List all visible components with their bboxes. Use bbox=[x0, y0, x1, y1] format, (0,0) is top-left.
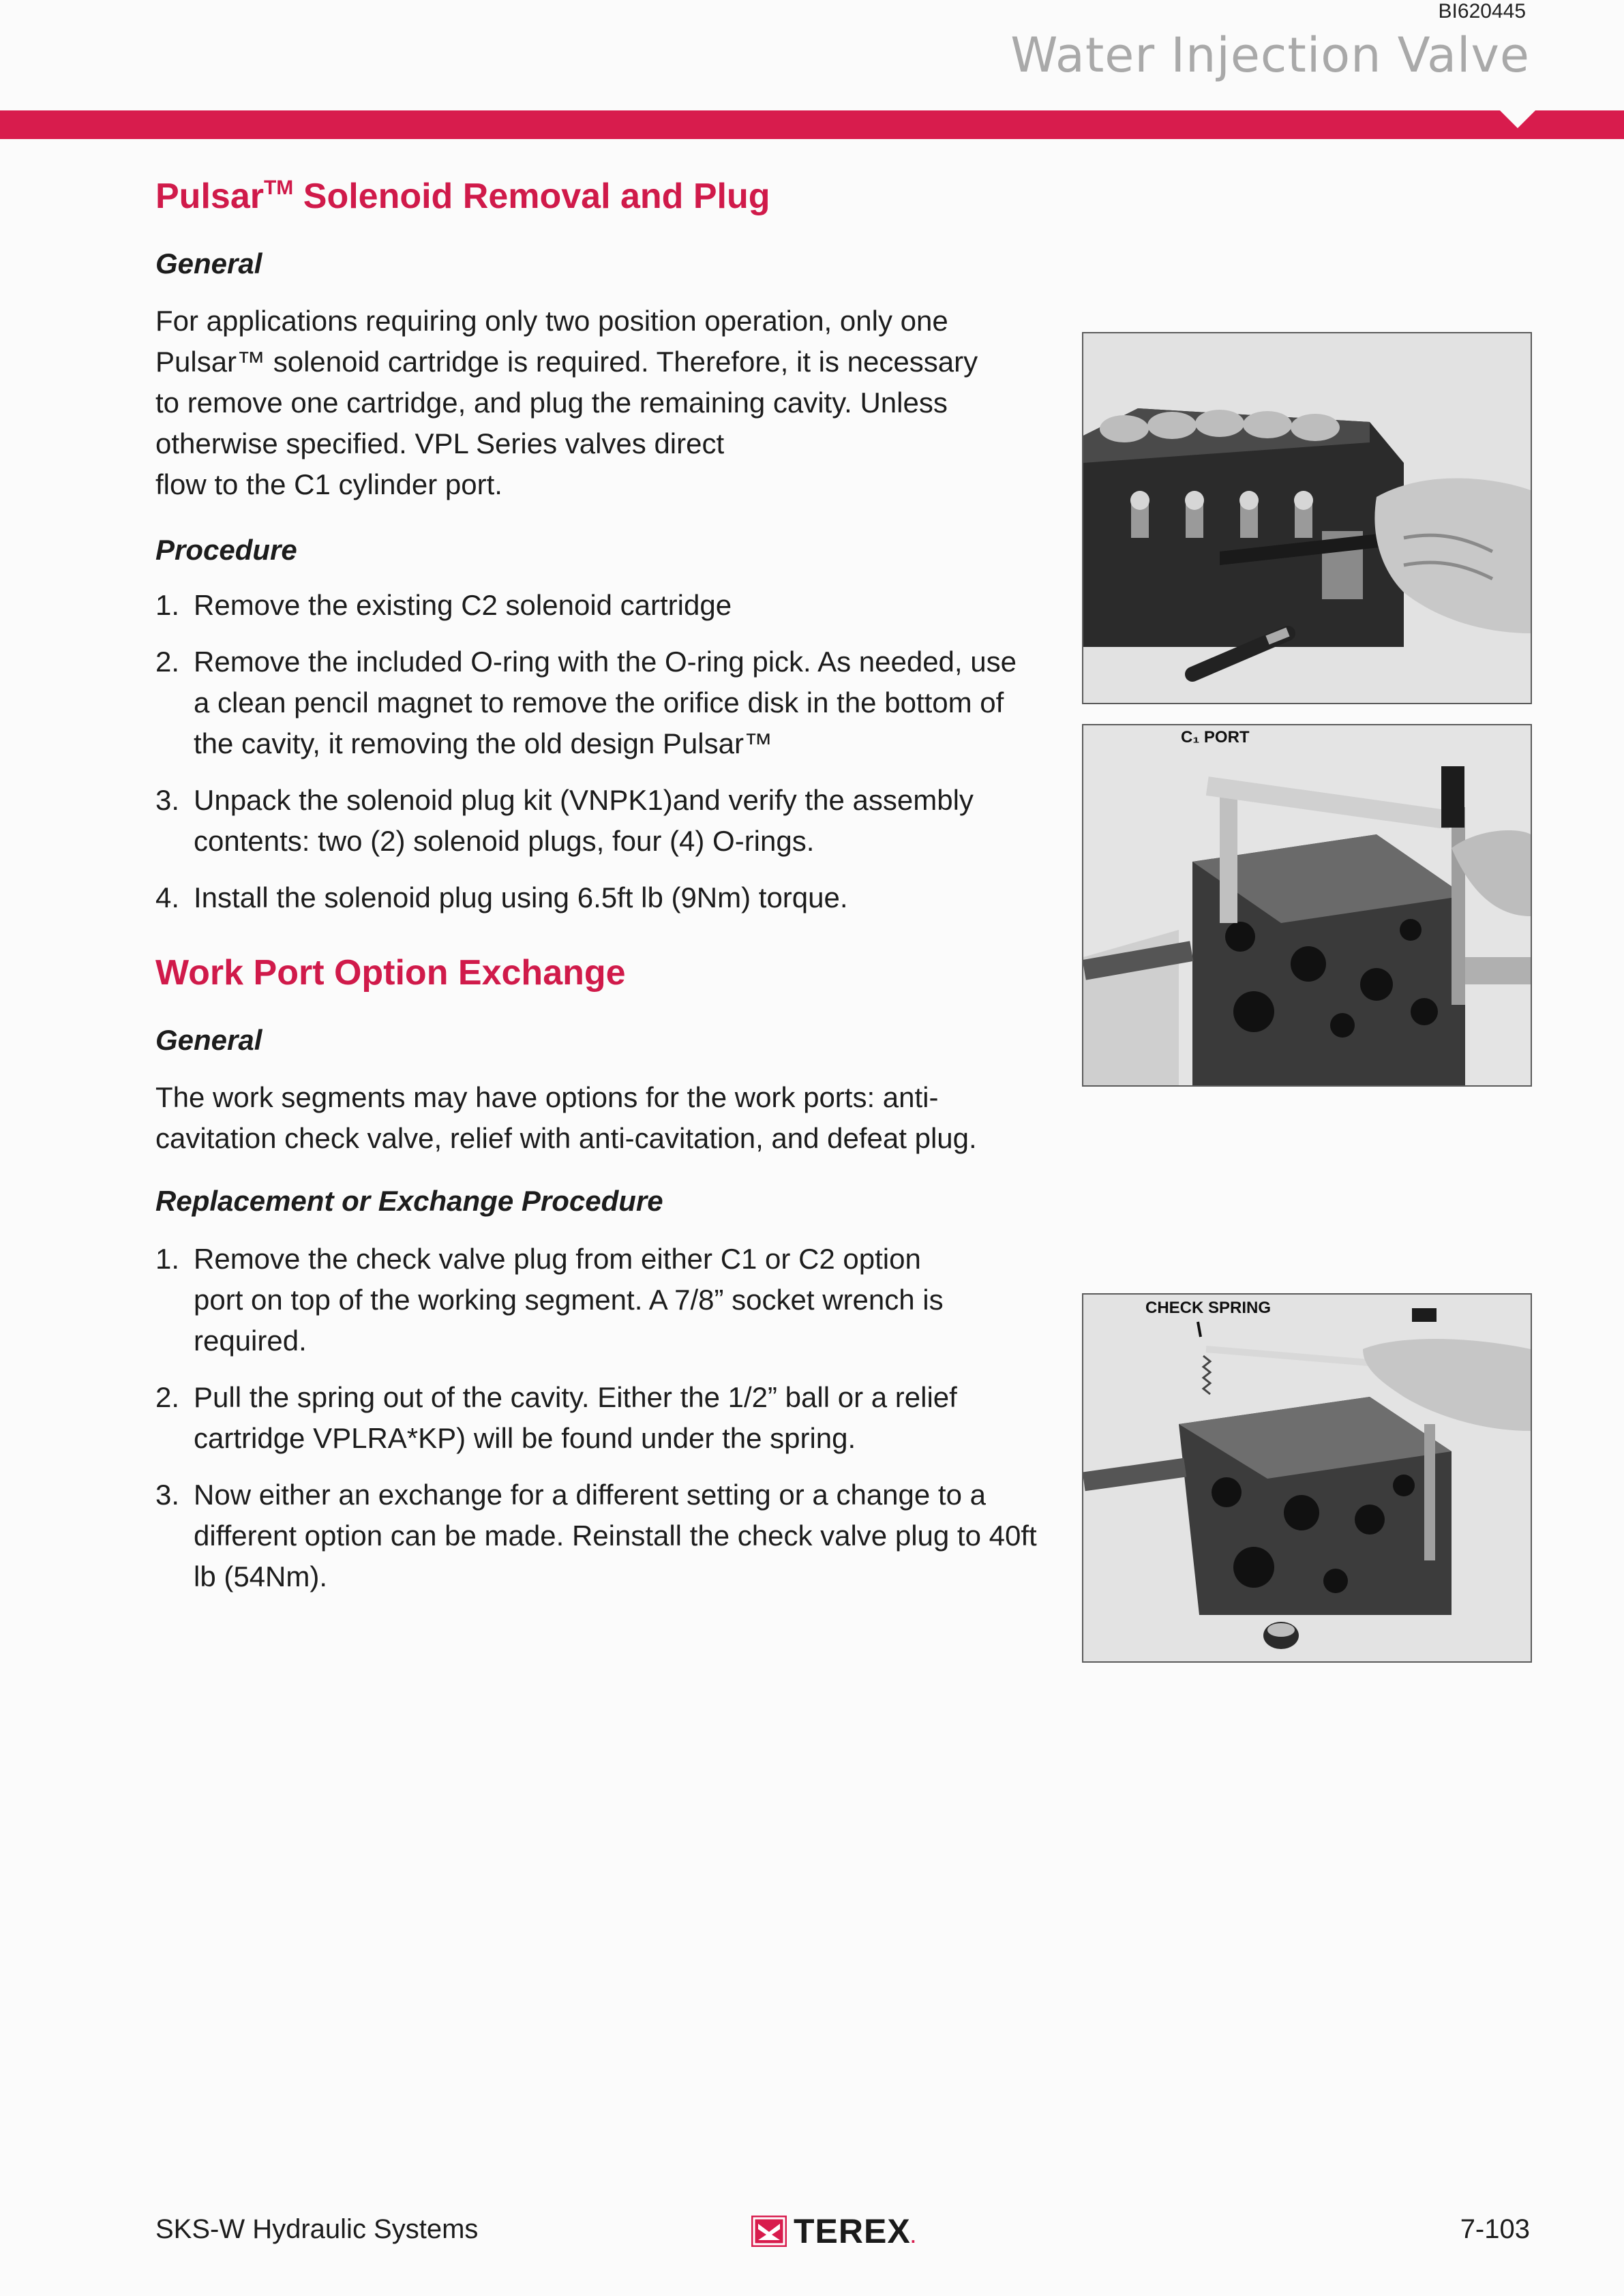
general-paragraph-2: The work segments may have options for the work ports: anti-cavitation check valve, relief with anti-cavitation, and defeat plug. bbox=[155, 1081, 977, 1154]
step-number: 2. bbox=[155, 646, 180, 678]
photo-solenoid-illustration bbox=[1083, 333, 1531, 703]
step-text: Remove the check valve plug from either C1 or C2 option port on top of the working segment. A 7/8” socket wrench is required. bbox=[194, 1243, 944, 1357]
step-number: 1. bbox=[155, 1243, 180, 1275]
document-id: BI620445 bbox=[1438, 0, 1526, 22]
list-item bbox=[155, 1475, 1042, 1597]
list-item bbox=[155, 641, 1035, 764]
paragraph-line: Pulsar™ solenoid cartridge is required. Therefore, it is necessary bbox=[155, 346, 978, 378]
step-text: Remove the included O-ring with the O-ring pick. As needed, use a clean pencil magnet to remove the orifice disk in the bottom of the cavity, it removing the old design Pulsar™ bbox=[194, 646, 1017, 759]
procedure-steps bbox=[155, 585, 1035, 934]
header-title: Water Injection Valve bbox=[1010, 27, 1530, 83]
subheading-general-2: General bbox=[155, 1024, 262, 1056]
list-item bbox=[155, 1377, 1042, 1459]
photo-check-spring bbox=[1082, 1293, 1532, 1663]
paragraph-line: For applications requiring only two position operation, only one bbox=[155, 305, 948, 337]
step-number: 1. bbox=[155, 589, 180, 621]
header-bar-notch bbox=[1500, 110, 1535, 128]
step-text: Remove the existing C2 solenoid cartridge bbox=[194, 589, 732, 621]
paragraph-line: otherwise specified. VPL Series valves direct bbox=[155, 427, 725, 459]
step-number: 3. bbox=[155, 1479, 180, 1511]
terex-logo-mark-icon bbox=[751, 2216, 787, 2247]
section-title-rest: Solenoid Removal and Plug bbox=[293, 177, 770, 216]
step-text: Unpack the solenoid plug kit (VNPK1)and verify the assembly contents: two (2) solenoid plugs, four (4) O-rings. bbox=[194, 784, 974, 857]
photo-check-spring-illustration bbox=[1083, 1295, 1531, 1661]
paragraph-line: flow to the C1 cylinder port. bbox=[155, 468, 502, 500]
photo-label-c1-port: C₁ PORT bbox=[1181, 728, 1250, 746]
step-number: 4. bbox=[155, 881, 180, 913]
subheading-replacement-procedure: Replacement or Exchange Procedure bbox=[155, 1185, 663, 1217]
section-title-text: Pulsar bbox=[155, 177, 264, 216]
photo-c1-port-illustration bbox=[1083, 725, 1531, 1085]
logo-dot: . bbox=[910, 2226, 916, 2247]
page-number: 7-103 bbox=[1460, 2214, 1530, 2244]
header-accent-bar bbox=[0, 110, 1624, 139]
terex-logo-text bbox=[794, 2211, 916, 2251]
step-number: 2. bbox=[155, 1381, 180, 1413]
step-text: Install the solenoid plug using 6.5ft lb (9Nm) torque. bbox=[194, 881, 848, 913]
list-item bbox=[155, 585, 1035, 626]
section-title-work-port: Work Port Option Exchange bbox=[155, 953, 626, 993]
subheading-general: General bbox=[155, 247, 262, 280]
photo-solenoid-removal bbox=[1082, 332, 1532, 704]
section-title-pulsar bbox=[155, 176, 770, 217]
step-number: 3. bbox=[155, 784, 180, 816]
step-text: Now either an exchange for a different setting or a change to a different option can be made. Reinstall the check valve plug to 40ft lb (54Nm). bbox=[194, 1479, 1037, 1592]
list-item bbox=[155, 1239, 1042, 1361]
terex-logo bbox=[751, 2212, 916, 2250]
general-paragraph bbox=[155, 301, 1042, 505]
list-item bbox=[155, 780, 1035, 862]
photo-label-check-spring: CHECK SPRING bbox=[1145, 1299, 1272, 1317]
subheading-procedure: Procedure bbox=[155, 534, 297, 566]
trademark-superscript: TM bbox=[263, 177, 294, 199]
step-text: Pull the spring out of the cavity. Either the 1/2” ball or a relief cartridge VPLRA*KP) will be found under the spring. bbox=[194, 1381, 957, 1454]
replacement-steps bbox=[155, 1239, 1042, 1613]
logo-wordmark: TEREX bbox=[794, 2212, 911, 2250]
photo-c1-port bbox=[1082, 724, 1532, 1087]
list-item bbox=[155, 877, 1035, 918]
footer-publication-title: SKS-W Hydraulic Systems bbox=[155, 2214, 479, 2244]
paragraph-line: to remove one cartridge, and plug the remaining cavity. Unless bbox=[155, 387, 948, 419]
